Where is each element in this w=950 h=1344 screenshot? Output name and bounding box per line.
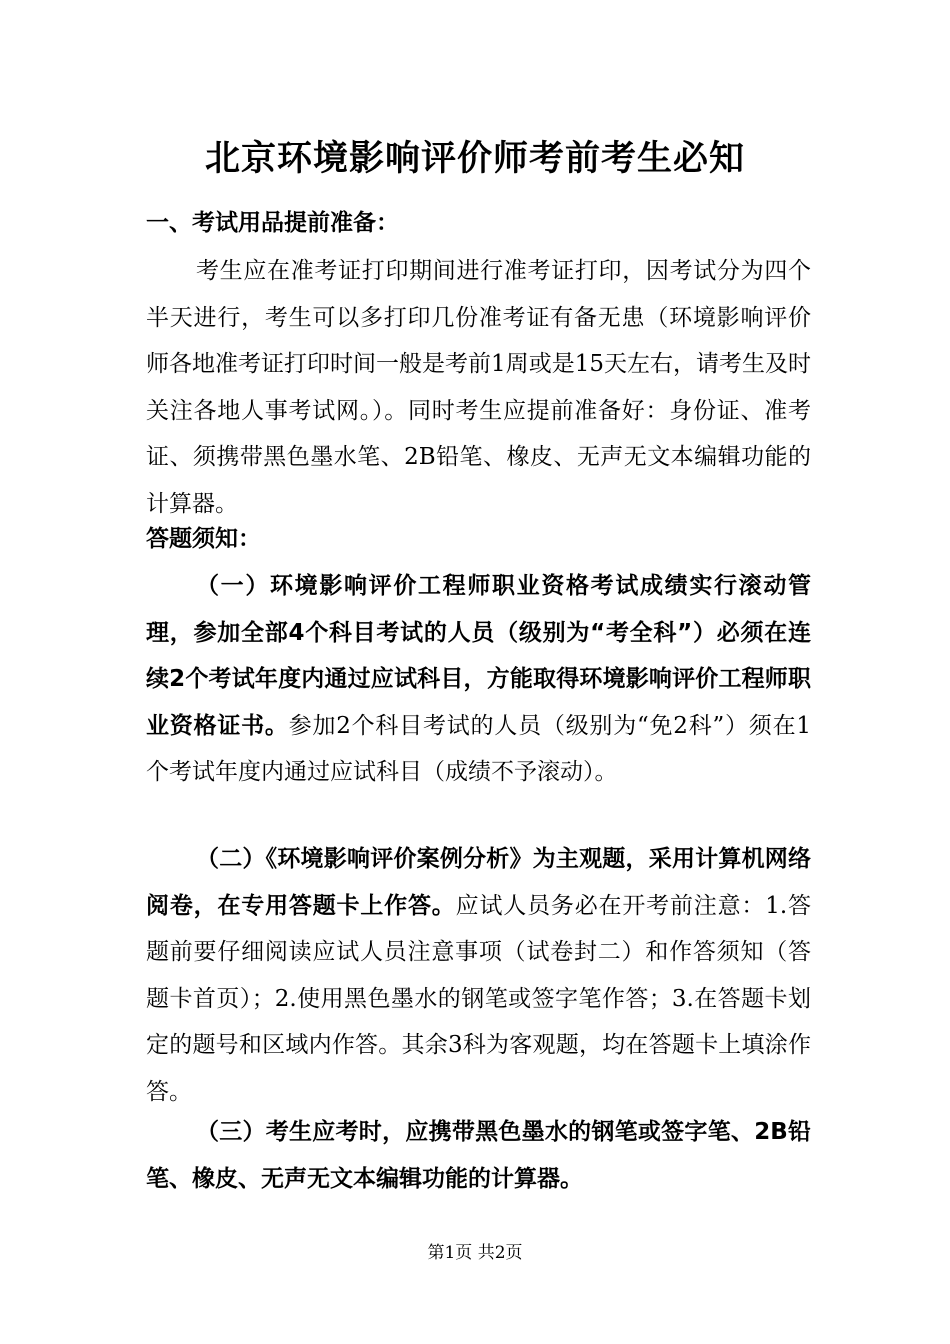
document-title: 北京环境影响评价师考前考生必知 [204,138,745,179]
item-2-bold-text: （二）《环境影响评价案例分析》为主观题，采用计算机网络阅卷，在专用答题卡上作答。 [146,846,811,919]
section-heading-supplies: 一、考试用品提前准备： [146,210,399,236]
paragraph-item-2 [146,836,811,1115]
item-2-normal-text: 应试人员务必在开考前注意：1.答题前要仔细阅读应试人员注意事项（试卷封二）和作答须知（答题卡首页）；2.使用黑色墨水的钢笔或签字笔作答；3.在答题卡划定的题号和区域内作答。其余3科为客观题，均在答题卡上填涂作答。 [146,892,812,1105]
item-1-bold-text: （一）环境影响评价工程师职业资格考试成绩实行滚动管理，参加全部4个科目考试的人员（级别为“考全科”）必须在连续2个考试年度内通过应试科目，方能取得环境影响评价工程师职业资格证书。 [146,573,811,739]
paragraph-supplies: 考生应在准考证打印期间进行准考证打印，因考试分为四个半天进行，考生可以多打印几份准考证有备无患（环境影响评价师各地准考证打印时间一般是考前1周或是15天左右，请考生及时关注各地人事考试网。）。同时考生应提前准备好：身份证、准考证、须携带黑色墨水笔、2B铅笔、橡皮、无声无文本编辑功能的计算器。 [146,258,811,517]
page-footer: 第1页 共2页 [427,1243,523,1263]
item-1-normal-text: 参加2个科目考试的人员（级别为“免2科”）须在1个考试年度内通过应试科目（成绩不予滚动）。 [146,712,811,785]
paragraph-item-1 [146,563,811,796]
section-heading-answer-notes: 答题须知： [146,526,261,552]
paragraph-item-3 [146,1109,811,1202]
item-3-bold-text: （三）考生应考时，应携带黑色墨水的钢笔或签字笔、2B铅笔、橡皮、无声无文本编辑功能的计算器。 [146,1119,811,1192]
